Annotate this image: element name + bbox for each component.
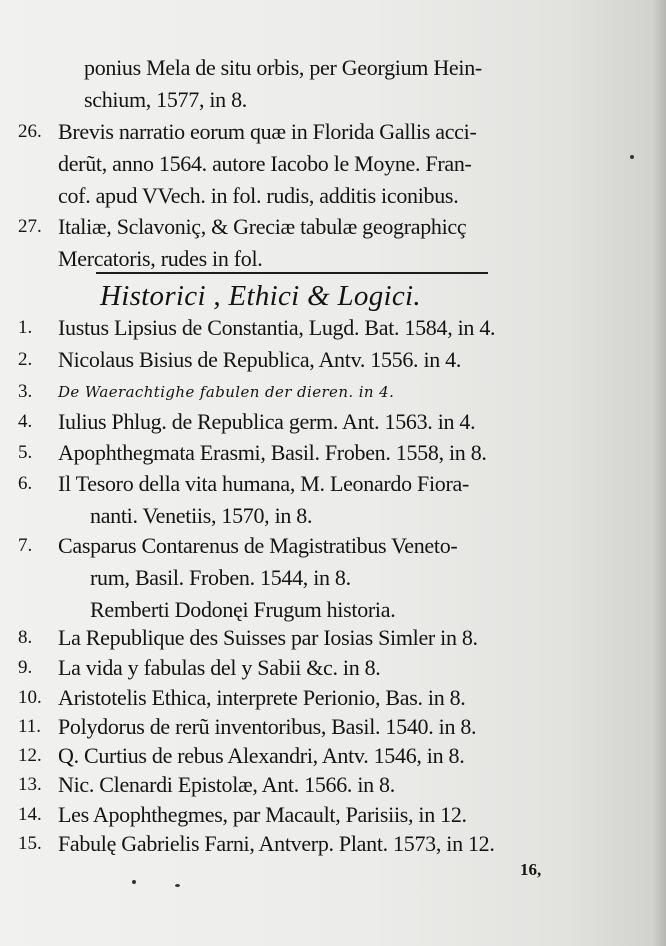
entry-text: Italiæ, Sclavoniç, & Greciæ tabulæ geographicç (58, 214, 467, 239)
entry-15 (18, 828, 580, 860)
entry-line (18, 52, 580, 84)
entry-number: 1. (18, 317, 33, 338)
entry-number: 4. (18, 411, 33, 432)
entry-26 (18, 116, 580, 212)
entry-line (18, 243, 580, 275)
entry-8 (18, 622, 580, 654)
entry-text: Mercatoris, rudes in fol. (58, 246, 263, 271)
entry-13 (18, 769, 580, 801)
entry-text: nanti. Venetiis, 1570, in 8. (90, 503, 313, 528)
entry-number: 7. (18, 535, 33, 556)
page-edge-shadow (652, 0, 666, 946)
entry-line (18, 468, 580, 500)
entry-text: Brevis narratio eorum quæ in Florida Gallis acci- (58, 119, 477, 144)
entry-line (18, 84, 580, 116)
entry-line (18, 562, 580, 594)
entry-line (18, 148, 580, 180)
entry-9 (18, 652, 580, 684)
entry-line (18, 437, 580, 469)
entry-line (18, 711, 580, 743)
entry-text: Les Apophthegmes, par Macault, Parisiis, in 12. (58, 802, 467, 827)
entry-line (18, 740, 580, 772)
entry-14 (18, 799, 580, 831)
entry-5 (18, 437, 580, 469)
entry-number: 2. (18, 349, 33, 370)
entry-text: Nicolaus Bisius de Republica, Antv. 1556. in 4. (58, 347, 462, 372)
ink-speck (175, 884, 180, 887)
entry-line (18, 828, 580, 860)
entry-line (18, 769, 580, 801)
entry-10 (18, 682, 580, 714)
entry-line (18, 180, 580, 212)
entry-line (18, 312, 580, 344)
entry-line (18, 406, 580, 438)
section-rule (96, 272, 488, 274)
entry-line (18, 344, 580, 376)
entry-number: 12. (18, 745, 42, 766)
entry-text: Iulius Phlug. de Republica germ. Ant. 1563. in 4. (58, 409, 476, 434)
entry-line (18, 116, 580, 148)
entry-text: schium, 1577, in 8. (84, 87, 247, 112)
entry-text: rum, Basil. Froben. 1544, in 8. (90, 565, 351, 590)
entry-4 (18, 406, 580, 438)
entry-line (18, 211, 580, 243)
entry-number: 15. (18, 833, 42, 854)
entry-number: 9. (18, 657, 33, 678)
entry-number: 10. (18, 687, 42, 708)
entry-text: derũt, anno 1564. autore Iacobo le Moyne. Fran- (58, 151, 472, 176)
entry-number: 13. (18, 774, 42, 795)
entry-6 (18, 468, 580, 532)
entry-text-blackletter: De Waerachtighe fabulen der dieren. in 4. (58, 383, 395, 401)
entry-text: Fabulę Gabrielis Farni, Antverp. Plant. 1573, in 12. (58, 831, 495, 856)
entry-text: cof. apud VVech. in fol. rudis, additis iconibus. (58, 183, 459, 208)
entry-text: Q. Curtius de rebus Alexandri, Antv. 1546, in 8. (58, 743, 465, 768)
entry-text: Nic. Clenardi Epistolæ, Ant. 1566. in 8. (58, 772, 395, 797)
entry-line (18, 376, 580, 408)
page-number: 16, (520, 860, 542, 879)
entry-line (18, 622, 580, 654)
ink-speck (132, 880, 136, 884)
entry-text: Casparus Contarenus de Magistratibus Veneto- (58, 533, 458, 558)
entry-number: 3. (18, 381, 33, 402)
entry-number: 11. (18, 716, 42, 737)
entry-number: 5. (18, 442, 33, 463)
entry-text: Aristotelis Ethica, interprete Perionio, Bas. in 8. (58, 685, 466, 710)
entry-number: 26. (18, 121, 42, 142)
entry-text: La Republique des Suisses par Iosias Simler in 8. (58, 625, 478, 650)
entry-number: 27. (18, 216, 42, 237)
entry-number: 8. (18, 627, 33, 648)
entry-text: ponius Mela de situ orbis, per Georgium Hein- (84, 55, 482, 80)
entry-line (18, 682, 580, 714)
entry-text: Polydorus de rerũ inventoribus, Basil. 1540. in 8. (58, 714, 477, 739)
entry-12 (18, 740, 580, 772)
entry-2 (18, 344, 580, 376)
entry-7 (18, 530, 580, 626)
entry-1 (18, 312, 580, 344)
entry-number: 6. (18, 473, 33, 494)
entry-text: Remberti Dodonęi Frugum historia. (90, 597, 396, 622)
entry-27 (18, 211, 580, 275)
entry-text: Il Tesoro della vita humana, M. Leonardo Fiora- (58, 471, 470, 496)
entry-line (18, 799, 580, 831)
entry-line (18, 530, 580, 562)
entry-continuation (18, 52, 580, 116)
entry-number: 14. (18, 804, 42, 825)
entry-text: La vida y fabulas del y Sabii &c. in 8. (58, 655, 381, 680)
entry-line (18, 500, 580, 532)
entry-text: Apophthegmata Erasmi, Basil. Froben. 1558, in 8. (58, 440, 487, 465)
entry-11 (18, 711, 580, 743)
section-heading: Historici , Ethici & Logici. (100, 280, 421, 312)
ink-speck (630, 155, 634, 159)
entry-3 (18, 376, 580, 408)
entry-line (18, 652, 580, 684)
entry-text: Iustus Lipsius de Constantia, Lugd. Bat. 1584, in 4. (58, 315, 496, 340)
